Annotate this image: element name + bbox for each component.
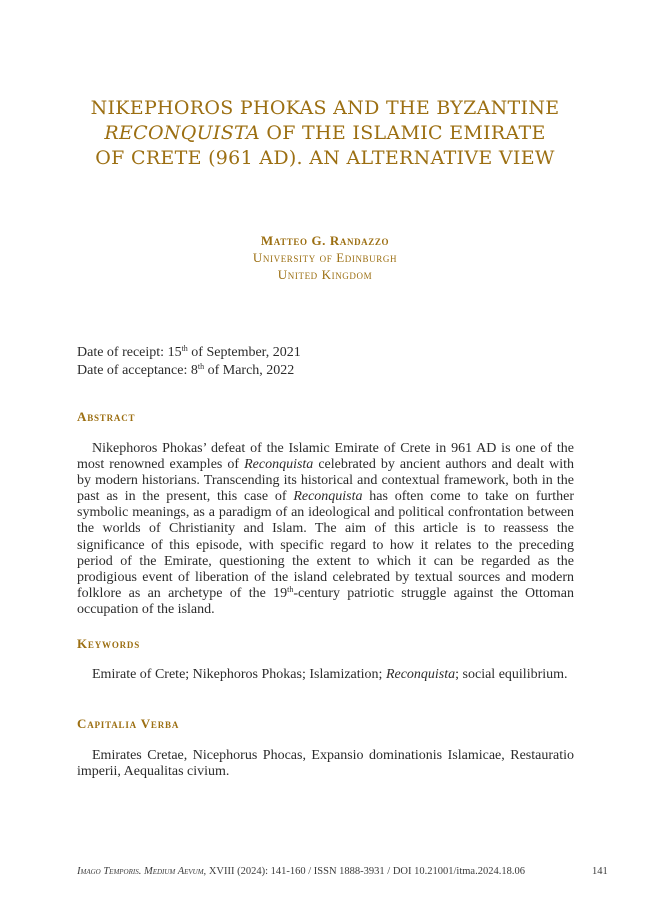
title-line-2 <box>0 121 650 146</box>
abstract-text-4: -century patriotic struggle against the Ottoman occupation of the island. <box>77 585 574 617</box>
keywords-text-1: Emirate of Crete; Nikephoros Phokas; Islamization; <box>92 667 386 682</box>
abstract-ordinal: th <box>287 584 294 594</box>
author-affiliation: University of Edinburgh <box>252 250 398 265</box>
author-name: Matteo G. Randazzo <box>260 233 390 248</box>
keywords-italic: Reconquista <box>385 667 456 682</box>
footer-citation <box>77 866 574 877</box>
dates-block <box>77 344 577 380</box>
page-number: 141 <box>592 866 608 877</box>
keywords-heading: Keywords <box>77 636 141 651</box>
title-line-2-rest: OF THE ISLAMIC EMIRATE <box>260 122 546 144</box>
author-country: United Kingdom <box>277 267 373 282</box>
acceptance-text-end: of March, 2022 <box>204 363 295 378</box>
acceptance-text: Date of acceptance: 8 <box>77 363 198 378</box>
capitalia-paragraph: Emirates Cretae, Nicephorus Phocas, Expansio dominationis Islamicae, Restauratio imperii, Aequalitas civium. <box>77 748 574 780</box>
journal-name: Imago Temporis. Medium Aevum, <box>77 866 207 877</box>
abstract-text-2: celebrated by ancient authors and dealt with by modern historians. Transcending its historical and contextual framework, both in the past as in the present, this case of <box>77 457 574 505</box>
receipt-ordinal: th <box>181 344 188 353</box>
acceptance-ordinal: th <box>197 362 205 371</box>
date-of-receipt <box>77 344 577 362</box>
date-of-acceptance <box>77 362 577 380</box>
abstract-heading: Abstract <box>77 409 136 424</box>
abstract-italic-2: Reconquista <box>293 489 363 505</box>
author-block <box>0 232 650 283</box>
article-title <box>0 96 650 171</box>
abstract-italic-1: Reconquista <box>244 457 314 473</box>
receipt-text: Date of receipt: 15 <box>77 345 182 360</box>
abstract-text-1: Nikephoros Phokas’ defeat of the Islamic Emirate of Crete in 961 AD is one of the most renowned examples of <box>77 441 574 473</box>
title-line-1: NIKEPHOROS PHOKAS AND THE BYZANTINE <box>90 97 560 119</box>
abstract-text-3: has often come to take on further symbolic meanings, as a paradigm of an ideological and political confrontation between the worlds of Christianity and Islam. The aim of this article is to reassess the significance of this episode, with specific regard to how it relates to the preceding period of the Emirate, questioning the extent to which it can be regarded as the prodigious event of liberation of the island celebrated by textual sources and modern folklore as an archetype of the 19 <box>77 489 574 601</box>
keywords-paragraph <box>77 667 574 683</box>
receipt-text-end: of September, 2021 <box>187 345 301 360</box>
capitalia-heading: Capitalia Verba <box>77 716 180 731</box>
title-italic-word: RECONQUISTA <box>104 122 261 144</box>
title-line-3: OF CRETE (961 AD). AN ALTERNATIVE VIEW <box>95 147 555 169</box>
abstract-paragraph <box>77 441 574 618</box>
citation-details: XVIII (2024): 141-160 / ISSN 1888-3931 / DOI 10.21001/itma.2024.18.06 <box>206 866 525 877</box>
keywords-text-2: ; social equilibrium. <box>455 667 568 682</box>
